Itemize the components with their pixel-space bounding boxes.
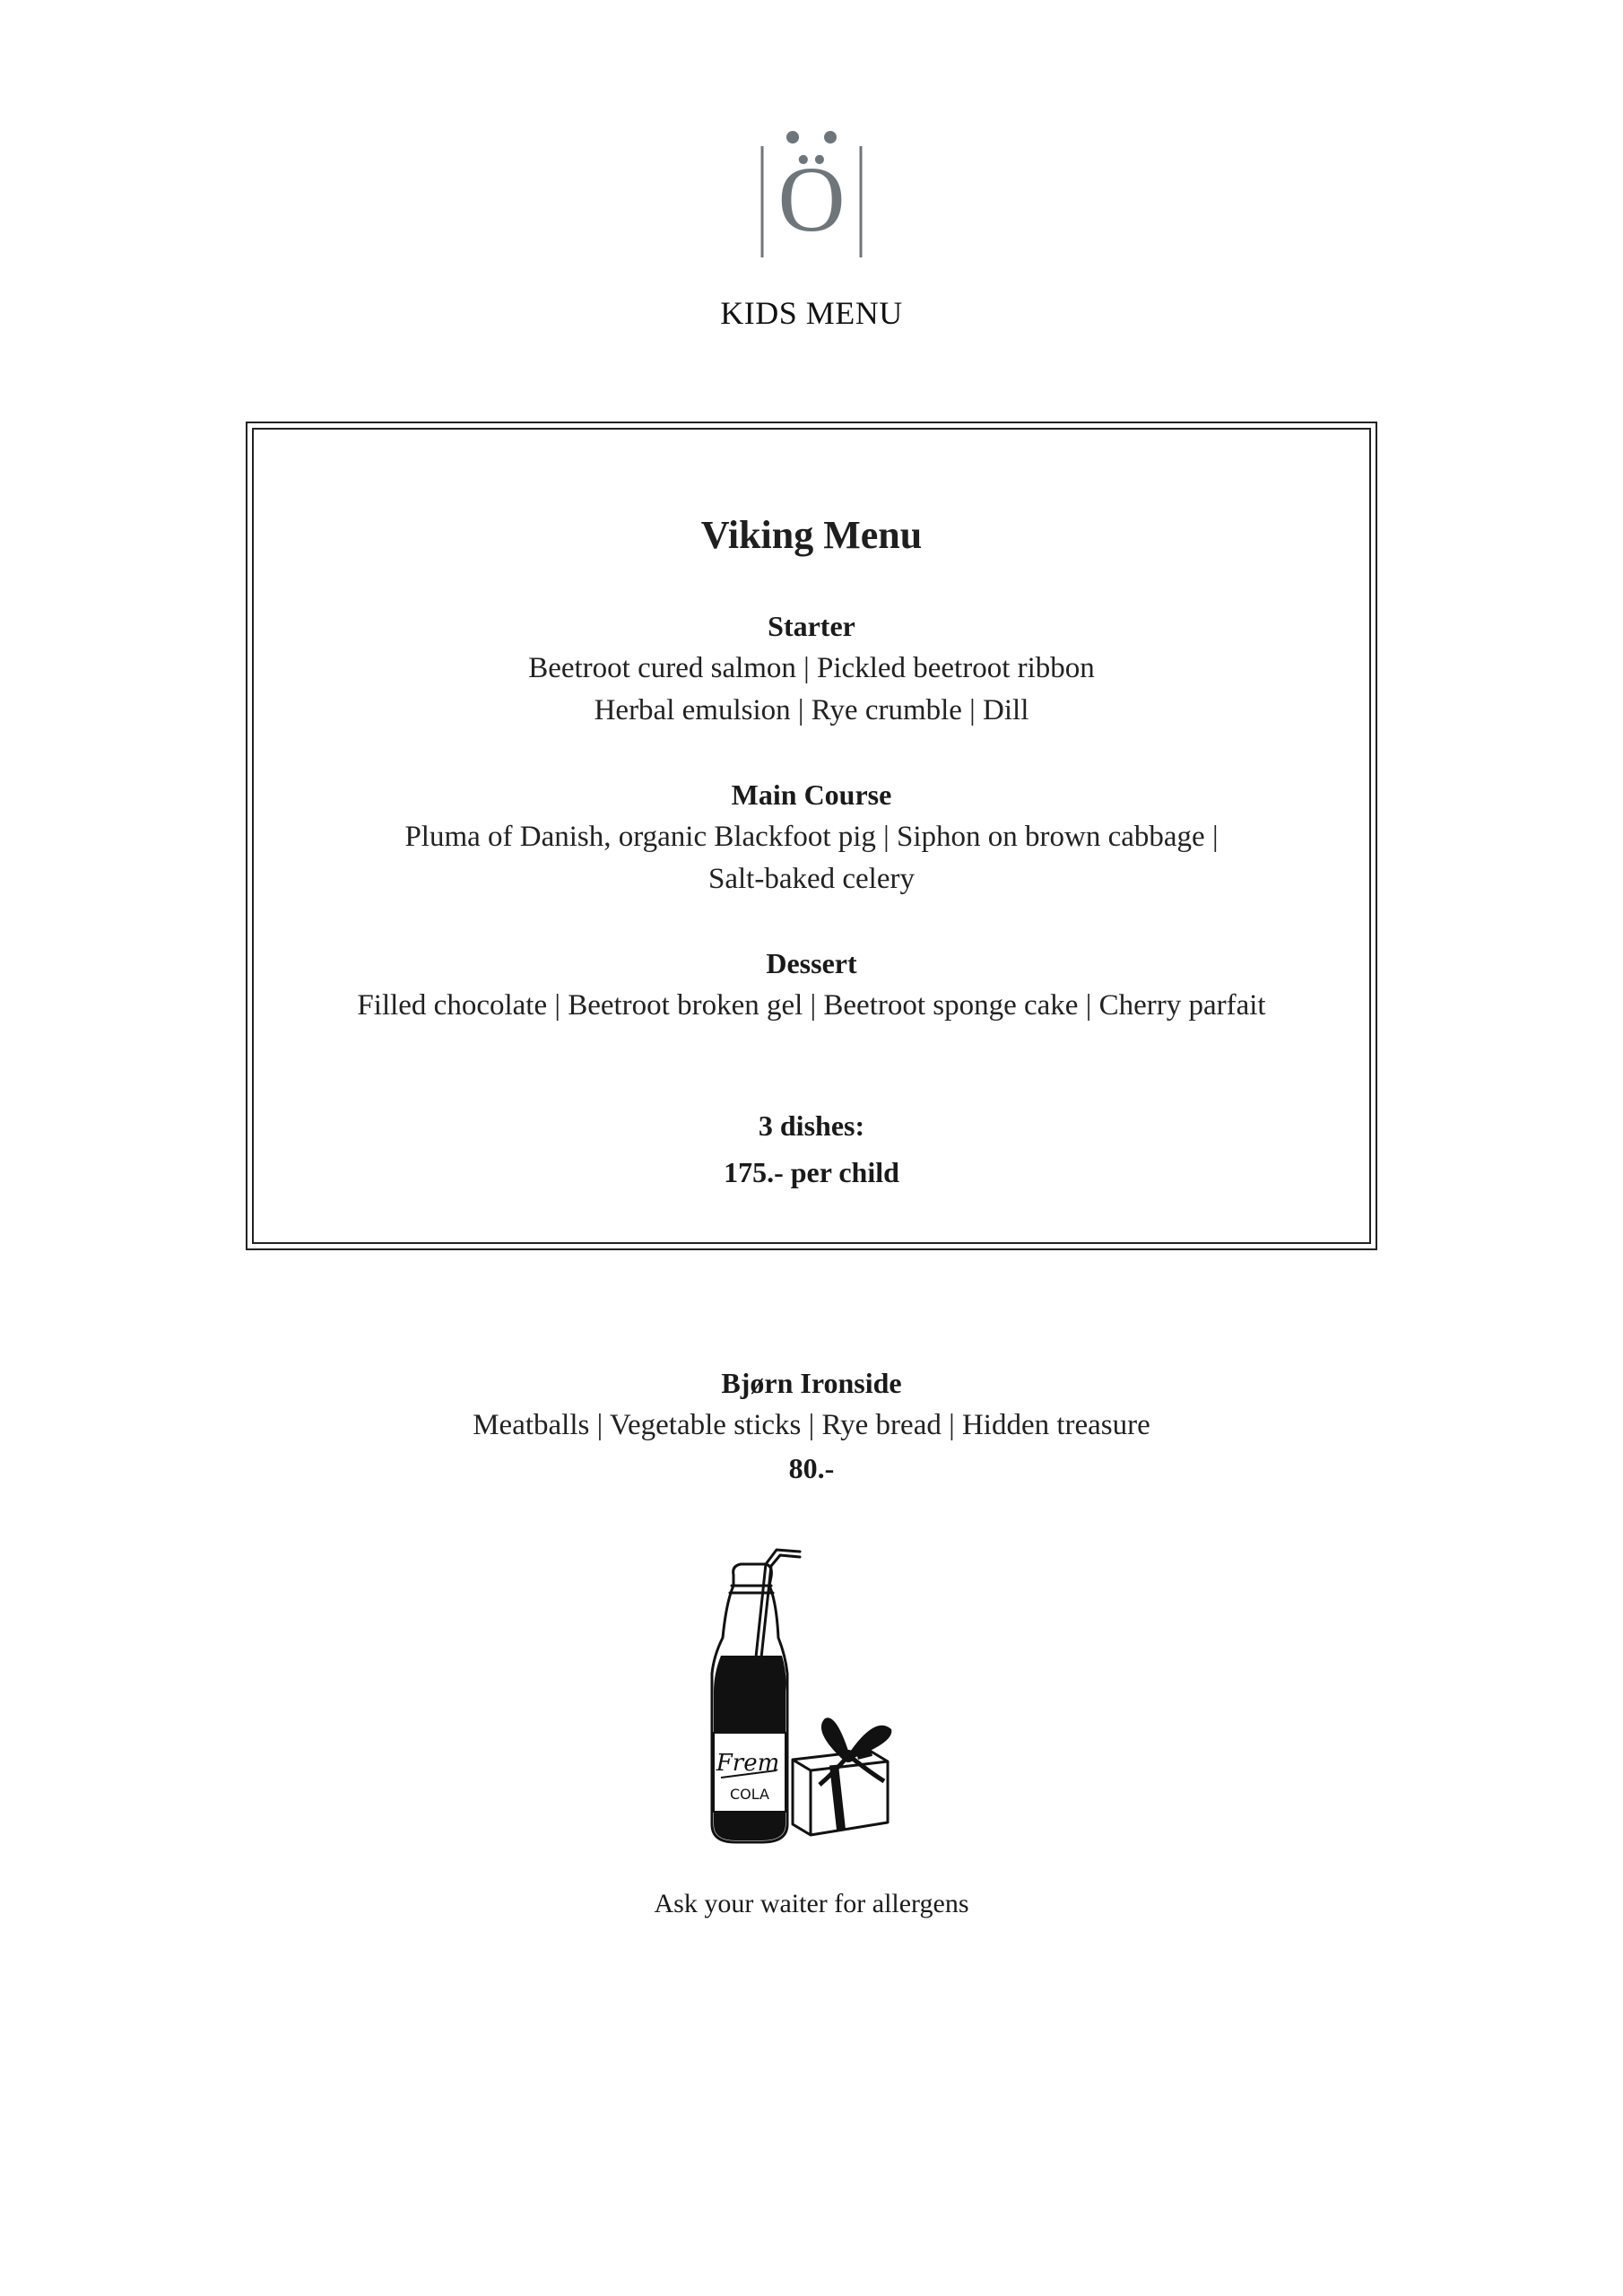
course-dessert xyxy=(254,942,1369,1027)
allergens-note: Ask your waiter for allergens xyxy=(654,1889,969,1918)
viking-menu-box xyxy=(246,422,1377,1250)
bjorn-heading: Bjørn Ironside xyxy=(721,1367,902,1399)
page-title: KIDS MENU xyxy=(720,295,903,331)
bjorn-description: Meatballs | Vegetable sticks | Rye bread | Hidden treasure xyxy=(473,1409,1150,1441)
cola-bottle-and-gift-icon xyxy=(699,1539,933,1853)
course-starter xyxy=(254,604,1369,732)
viking-price-block xyxy=(254,1102,1369,1196)
course-line: Filled chocolate | Beetroot broken gel | Beetroot sponge cake | Cherry parfait xyxy=(357,989,1266,1022)
viking-menu-content xyxy=(254,512,1369,1196)
course-line: Pluma of Danish, organic Blackfoot pig | Siphon on brown cabbage | xyxy=(404,821,1219,853)
svg-text:COLA: COLA xyxy=(730,1786,769,1803)
bjorn-ironside-item xyxy=(0,1361,1623,1490)
course-heading: Dessert xyxy=(766,947,857,979)
svg-text:Frem: Frem xyxy=(716,1750,780,1777)
restaurant-logo xyxy=(753,121,870,265)
course-line: Beetroot cured salmon | Pickled beetroot ribbon xyxy=(528,652,1095,684)
viking-menu-title: Viking Menu xyxy=(700,513,923,557)
logo-letter: Ö xyxy=(777,148,846,251)
course-main xyxy=(254,773,1369,900)
course-heading: Main Course xyxy=(731,778,892,811)
bjorn-price: 80.- xyxy=(788,1452,835,1484)
viking-menu-inner-border xyxy=(252,428,1371,1244)
price-per-child: 175.- per child xyxy=(724,1156,899,1188)
course-heading: Starter xyxy=(768,610,855,642)
course-line: Herbal emulsion | Rye crumble | Dill xyxy=(594,694,1029,726)
dish-count: 3 dishes: xyxy=(758,1109,865,1142)
course-line: Salt-baked celery xyxy=(708,863,915,895)
